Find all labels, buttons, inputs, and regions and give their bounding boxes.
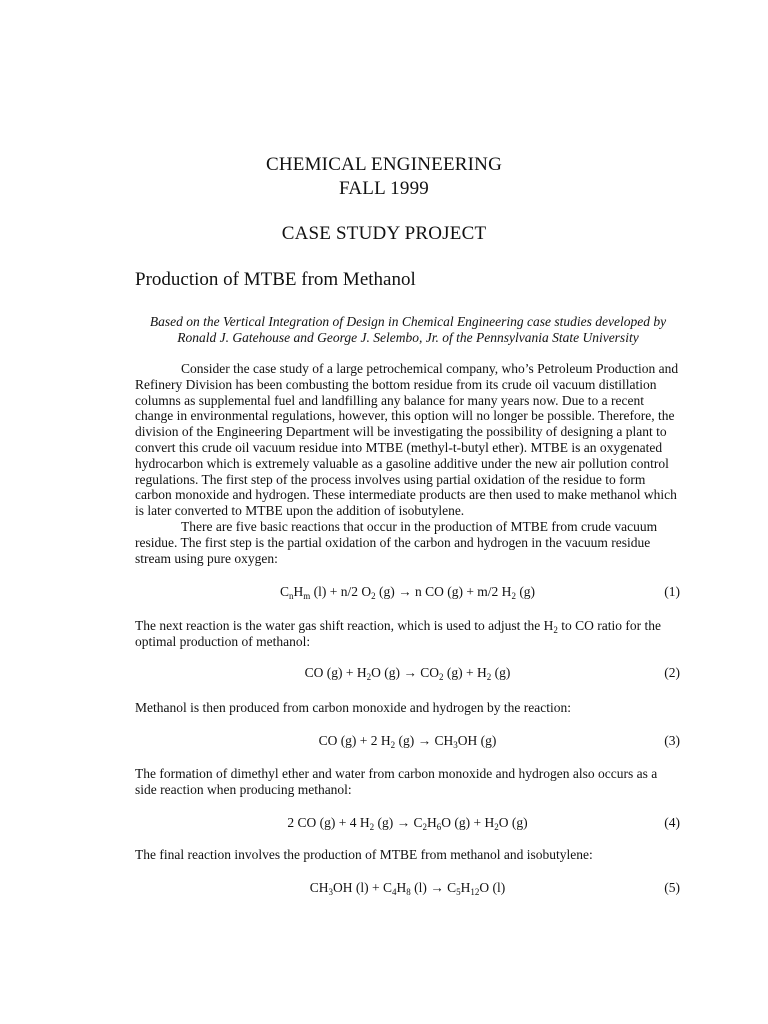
body-paragraph-2: There are five basic reactions that occur in the production of MTBE from crude vacuum residue. The first step is the partial oxidation of the carbon and hydrogen in the vacuum residue stream using pure oxygen: — [135, 519, 658, 566]
equation-2 — [135, 665, 680, 681]
equation-4 — [135, 815, 680, 831]
equation-1-number: (1) — [664, 584, 680, 599]
body-paragraph-6: The final reaction involves the production of MTBE from methanol and isobutylene: — [135, 847, 593, 862]
term-heading: FALL 1999 — [339, 178, 429, 199]
equation-3-formula: CO (g) + 2 $H_2$ $(g) \to CH_3OH$ (g) — [318, 733, 497, 750]
equation-5 — [135, 880, 680, 896]
equation-5-number: (5) — [664, 880, 680, 895]
equation-1 — [135, 584, 680, 600]
equation-4-formula: 2 CO (g) + 4 $H_2$ $(g) \to C_2H_6O$ $(g) + H_2O$ (g) — [287, 815, 528, 832]
equation-1-formula: $C_nH_m$ (l) + n/2 $O_2$ (g) → n CO (g) + m/2 $H_2$ (g) — [279, 584, 536, 601]
document-subtitle: Production of MTBE from Methanol — [135, 269, 416, 290]
credit-line-2: Ronald J. Gatehouse and George J. Selembo, Jr. of the Pennsylvania State University — [177, 330, 639, 345]
body-paragraph-5: The formation of dimethyl ether and water from carbon monoxide and hydrogen also occurs as a side reaction when producing methanol: — [135, 766, 658, 797]
equation-3-number: (3) — [664, 733, 680, 748]
credit-line-1: Based on the Vertical Integration of Design in Chemical Engineering case studies developed by — [149, 314, 667, 329]
equation-3 — [135, 733, 680, 749]
equation-2-number: (2) — [664, 665, 680, 680]
body-paragraph-4: Methanol is then produced from carbon monoxide and hydrogen by the reaction: — [135, 700, 572, 715]
equation-5-formula: $CH_3OH$ $(l) + C_4H_8$ $(l) \to C_5H_{12}O$ (l) — [309, 880, 506, 897]
equation-4-number: (4) — [664, 815, 680, 830]
body-paragraph-1: Consider the case study of a large petrochemical company, who’s Petroleum Production and Refinery Division has been combusting the bottom residue from its crude oil vacuum distillation columns as supplemental fuel and landfilling any balance for many years now. Due to a recent change in environmental regulations, however, this option will no longer be possible. Therefore, the division of the Engineering Department will be investigating the possibility of designing a plant to convert this crude oil vacuum residue into MTBE (methyl-t-butyl ether). MTBE is an oxygenated hydrocarbon which is extremely valuable as a gasoline additive under the new air pollution control regulations. The first step of the process involves using partial oxidation of the residue to form carbon monoxide and hydrogen. These intermediate products are then used to make methanol which is later converted to MTBE upon the addition of isobutylene. — [135, 361, 679, 519]
equation-2-formula: CO $(g) + H_2O$ $(g) \to CO_2$ $(g) + H_2$ (g) — [304, 665, 511, 682]
department-heading: CHEMICAL ENGINEERING — [265, 154, 503, 175]
body-paragraph-3: The next reaction is the water gas shift reaction, which is used to adjust the $H_2$ to CO ratio for the optimal production of methanol: — [135, 618, 661, 649]
project-heading: CASE STUDY PROJECT — [281, 223, 487, 244]
